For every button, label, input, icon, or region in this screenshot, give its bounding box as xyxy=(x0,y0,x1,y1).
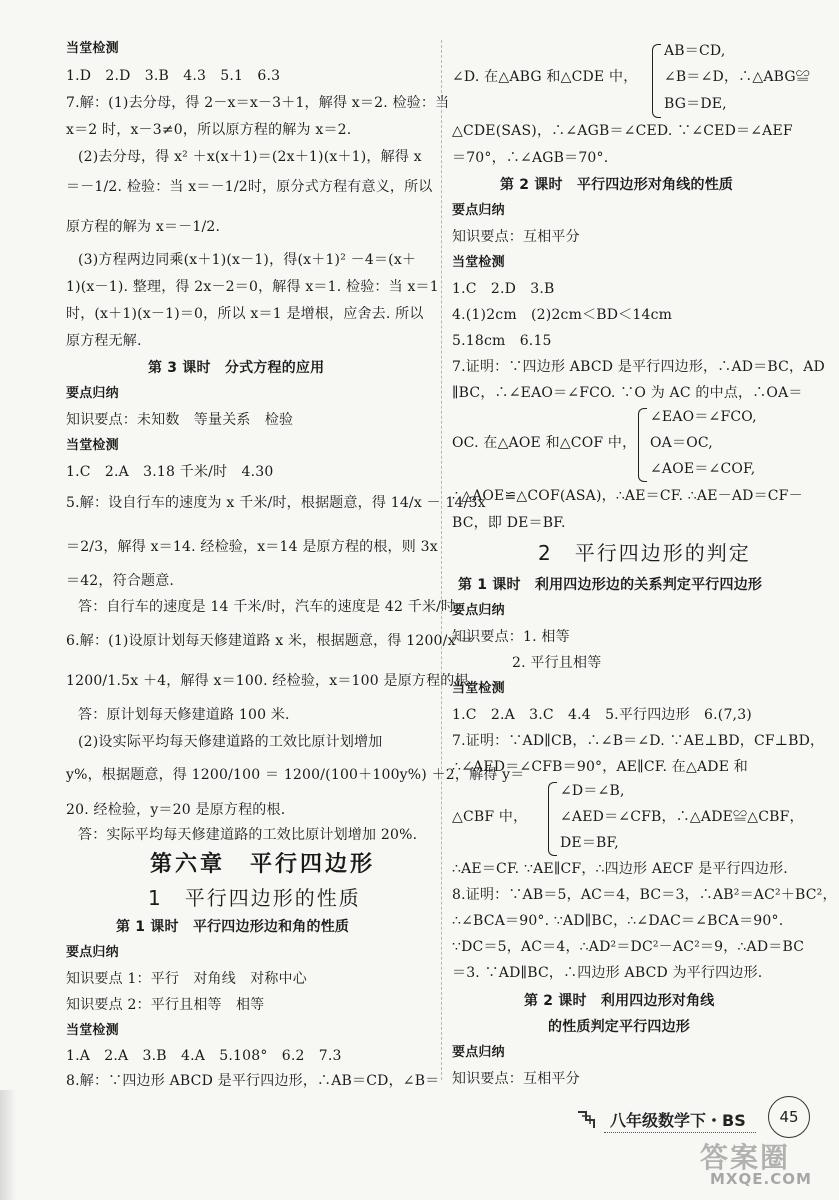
answer-line: 时，(x＋1)(x－1)＝0，所以 x＝1 是增根，应舍去. 所以 xyxy=(66,306,424,322)
answer-line: OC. 在△AOE 和△COF 中， xyxy=(452,435,637,451)
answer-line: ＝42，符合题意. xyxy=(66,573,175,589)
answer-line: ∵DC＝5，AC＝4，∴AD²＝DC²－AC²＝9，∴AD＝BC xyxy=(452,939,805,955)
answer-line: BC，即 DE＝BF. xyxy=(452,515,566,531)
watermark-url: MXQE.COM xyxy=(710,1170,812,1188)
footer-grade-label: 八年级数学下・BS xyxy=(610,1111,746,1130)
column-divider xyxy=(441,40,442,1080)
answer-line: 7.证明：∵AD∥CB，∴∠B＝∠D. ∵AE⊥BD，CF⊥BD， xyxy=(452,733,825,749)
answer-line: 1.A 2.A 3.B 4.A 5.108° 6.2 7.3 xyxy=(66,1048,342,1064)
section-heading: 要点归纳 xyxy=(66,386,119,401)
lesson-heading: 第 2 课时 利用四边形对角线 xyxy=(524,993,715,1009)
lesson-heading: 第 2 课时 平行四边形对角线的性质 xyxy=(500,177,734,193)
section-title: 1 平行四边形的性质 xyxy=(148,886,361,910)
page-number: 45 xyxy=(768,1096,810,1138)
section-heading: 要点归纳 xyxy=(66,945,119,960)
answer-line: 知识要点：未知数 等量关系 检验 xyxy=(66,412,294,428)
section-heading: 当堂检测 xyxy=(66,41,119,56)
section-title: 2 平行四边形的判定 xyxy=(538,541,751,565)
lesson-heading: 的性质判定平行四边形 xyxy=(548,1019,690,1035)
answer-line: 原方程的解为 x＝－1/2. xyxy=(66,219,221,235)
answer-line: ∴∠AED＝∠CFB＝90°，AE∥CF. 在△ADE 和 xyxy=(452,759,748,775)
watermark-text: 答案圈 xyxy=(700,1141,791,1174)
answer-line: (3)方程两边同乘(x＋1)(x－1)，得(x＋1)² －4＝(x＋ xyxy=(78,252,417,268)
answer-line: 4.(1)2cm (2)2cm＜BD＜14cm xyxy=(452,307,673,323)
answer-line: 7.证明：∵四边形 ABCD 是平行四边形，∴AD＝BC，AD xyxy=(452,359,825,375)
lesson-heading: 第 1 课时 利用四边形边的关系判定平行四边形 xyxy=(458,577,763,593)
brace xyxy=(548,782,557,856)
answer-line: 1)(x－1). 整理，得 2x－2＝0，解得 x＝1. 检验：当 x＝1 xyxy=(66,279,439,295)
brace xyxy=(638,408,647,482)
answer-line: 答：自行车的速度是 14 千米/时，汽车的速度是 42 千米/时. xyxy=(78,599,460,615)
answer-line: 1.D 2.D 3.B 4.3 5.1 6.3 xyxy=(66,68,281,84)
section-heading: 当堂检测 xyxy=(452,681,505,696)
answer-line: 知识要点：互相平分 xyxy=(452,1071,580,1087)
answer-line: 答：实际平均每天修建道路的工效比原计划增加 20%. xyxy=(78,827,418,843)
answer-line: 5.解：设自行车的速度为 x 千米/时，根据题意，得 14/x － 14/3x xyxy=(66,495,486,511)
system-line: DE＝BF, xyxy=(560,835,619,851)
answer-line: 20. 经检验，y＝20 是原方程的根. xyxy=(66,802,286,818)
watermark-logo xyxy=(700,1136,830,1192)
answer-line: ∴AE＝CF. ∵AE∥CF，∴四边形 AECF 是平行四边形. xyxy=(452,861,788,877)
answer-line: x＝2 时，x－3≠0，所以原方程的解为 x＝2. xyxy=(66,122,352,138)
brace xyxy=(652,44,661,118)
answer-line: 6.解：(1)设原计划每天修建道路 x 米，根据题意，得 1200/x ＝ xyxy=(66,633,475,649)
system-line: ∠AOE＝∠COF, xyxy=(650,461,756,477)
section-heading: 要点归纳 xyxy=(452,1045,505,1060)
answer-line: ＝2/3，解得 x＝14. 经检验，x＝14 是原方程的根，则 3x xyxy=(66,539,438,555)
answer-line: 1.C 2.A 3.18 千米/时 4.30 xyxy=(66,464,274,480)
answer-line: 7.解：(1)去分母，得 2－x＝x－3＋1，解得 x＝2. 检验：当 xyxy=(66,95,450,111)
answer-line: 1200/1.5x ＋4，解得 x＝100. 经检验，x＝100 是原方程的根. xyxy=(66,673,474,689)
answer-line: 答：原计划每天修建道路 100 米. xyxy=(78,707,290,723)
system-line: ∠D＝∠B, xyxy=(560,783,625,799)
section-heading: 当堂检测 xyxy=(66,1023,119,1038)
answer-line: 2. 平行且相等 xyxy=(512,655,602,671)
answer-line: 原方程无解. xyxy=(66,333,142,349)
lesson-heading: 第 3 课时 分式方程的应用 xyxy=(148,360,325,376)
system-line: BG＝DE, xyxy=(664,96,727,112)
answer-line: 1.C 2.D 3.B xyxy=(452,281,555,297)
answer-line: 知识要点 2：平行且相等 相等 xyxy=(66,997,265,1013)
system-line: AB＝CD, xyxy=(664,43,726,59)
section-heading: 要点归纳 xyxy=(452,603,505,618)
lesson-heading: 第 1 课时 平行四边形边和角的性质 xyxy=(116,919,350,935)
answer-line: △CBF 中， xyxy=(452,809,528,825)
system-line: OA＝OC, xyxy=(650,435,713,451)
answer-line: y%，根据题意，得 1200/100 ＝ 1200/(100＋100y%) ＋2，解得 y＝ xyxy=(66,767,525,783)
footer-dotted-rule xyxy=(604,1132,756,1133)
page-edge-shadow xyxy=(0,1090,16,1200)
answer-line: △CDE(SAS)，∴∠AGB＝∠CED. ∵∠CED＝∠AEF xyxy=(452,123,793,139)
answer-line: 知识要点 1：平行 对角线 对称中心 xyxy=(66,971,307,987)
answer-line: (2)去分母，得 x² ＋x(x＋1)＝(2x＋1)(x＋1)，解得 x xyxy=(78,149,422,165)
system-line: ∠AED＝∠CFB，∴△ADE≌△CBF， xyxy=(560,809,804,825)
bracket-decoration-icon xyxy=(576,1108,600,1132)
section-heading: 当堂检测 xyxy=(452,255,505,270)
answer-line: ∠D. 在△ABG 和△CDE 中， xyxy=(452,69,638,85)
answer-line: 知识要点：互相平分 xyxy=(452,229,580,245)
answer-line: 知识要点：1. 相等 xyxy=(452,629,570,645)
answer-line: (2)设实际平均每天修建道路的工效比原计划增加 xyxy=(78,734,383,750)
answer-line: 5.18cm 6.15 xyxy=(452,333,552,349)
answer-line: ∥BC，∴∠EAO＝∠FCO. ∵O 为 AC 的中点，∴OA＝ xyxy=(452,385,803,401)
section-heading: 当堂检测 xyxy=(66,438,119,453)
answer-line: ＝3. ∵AD∥BC，∴四边形 ABCD 为平行四边形. xyxy=(452,965,763,981)
answer-line: 8.证明：∵AB＝5，AC＝4，BC＝3，∴AB²＝AC²＋BC²， xyxy=(452,887,837,903)
system-line: ∠EAO＝∠FCO, xyxy=(650,409,757,425)
chapter-title: 第六章 平行四边形 xyxy=(150,852,376,877)
answer-line: ∴∠BCA＝90°. ∵AD∥BC，∴∠DAC＝∠BCA＝90°. xyxy=(452,913,784,929)
answer-line: ＝70°，∴∠AGB＝70°. xyxy=(452,150,609,166)
answer-line: 8.解：∵四边形 ABCD 是平行四边形，∴AB＝CD，∠B＝ xyxy=(66,1073,440,1089)
answer-line: 1.C 2.A 3.C 4.4 5.平行四边形 6.(7,3) xyxy=(452,707,752,723)
answer-line: ＝－1/2. 检验：当 x＝－1/2时，原分式方程有意义，所以 xyxy=(66,179,433,195)
system-line: ∠B＝∠D，∴△ABG≌ xyxy=(664,69,810,85)
section-heading: 要点归纳 xyxy=(452,203,505,218)
answer-line: ∴△AOE≌△COF(ASA)，∴AE＝CF. ∴AE－AD＝CF－ xyxy=(452,488,803,504)
